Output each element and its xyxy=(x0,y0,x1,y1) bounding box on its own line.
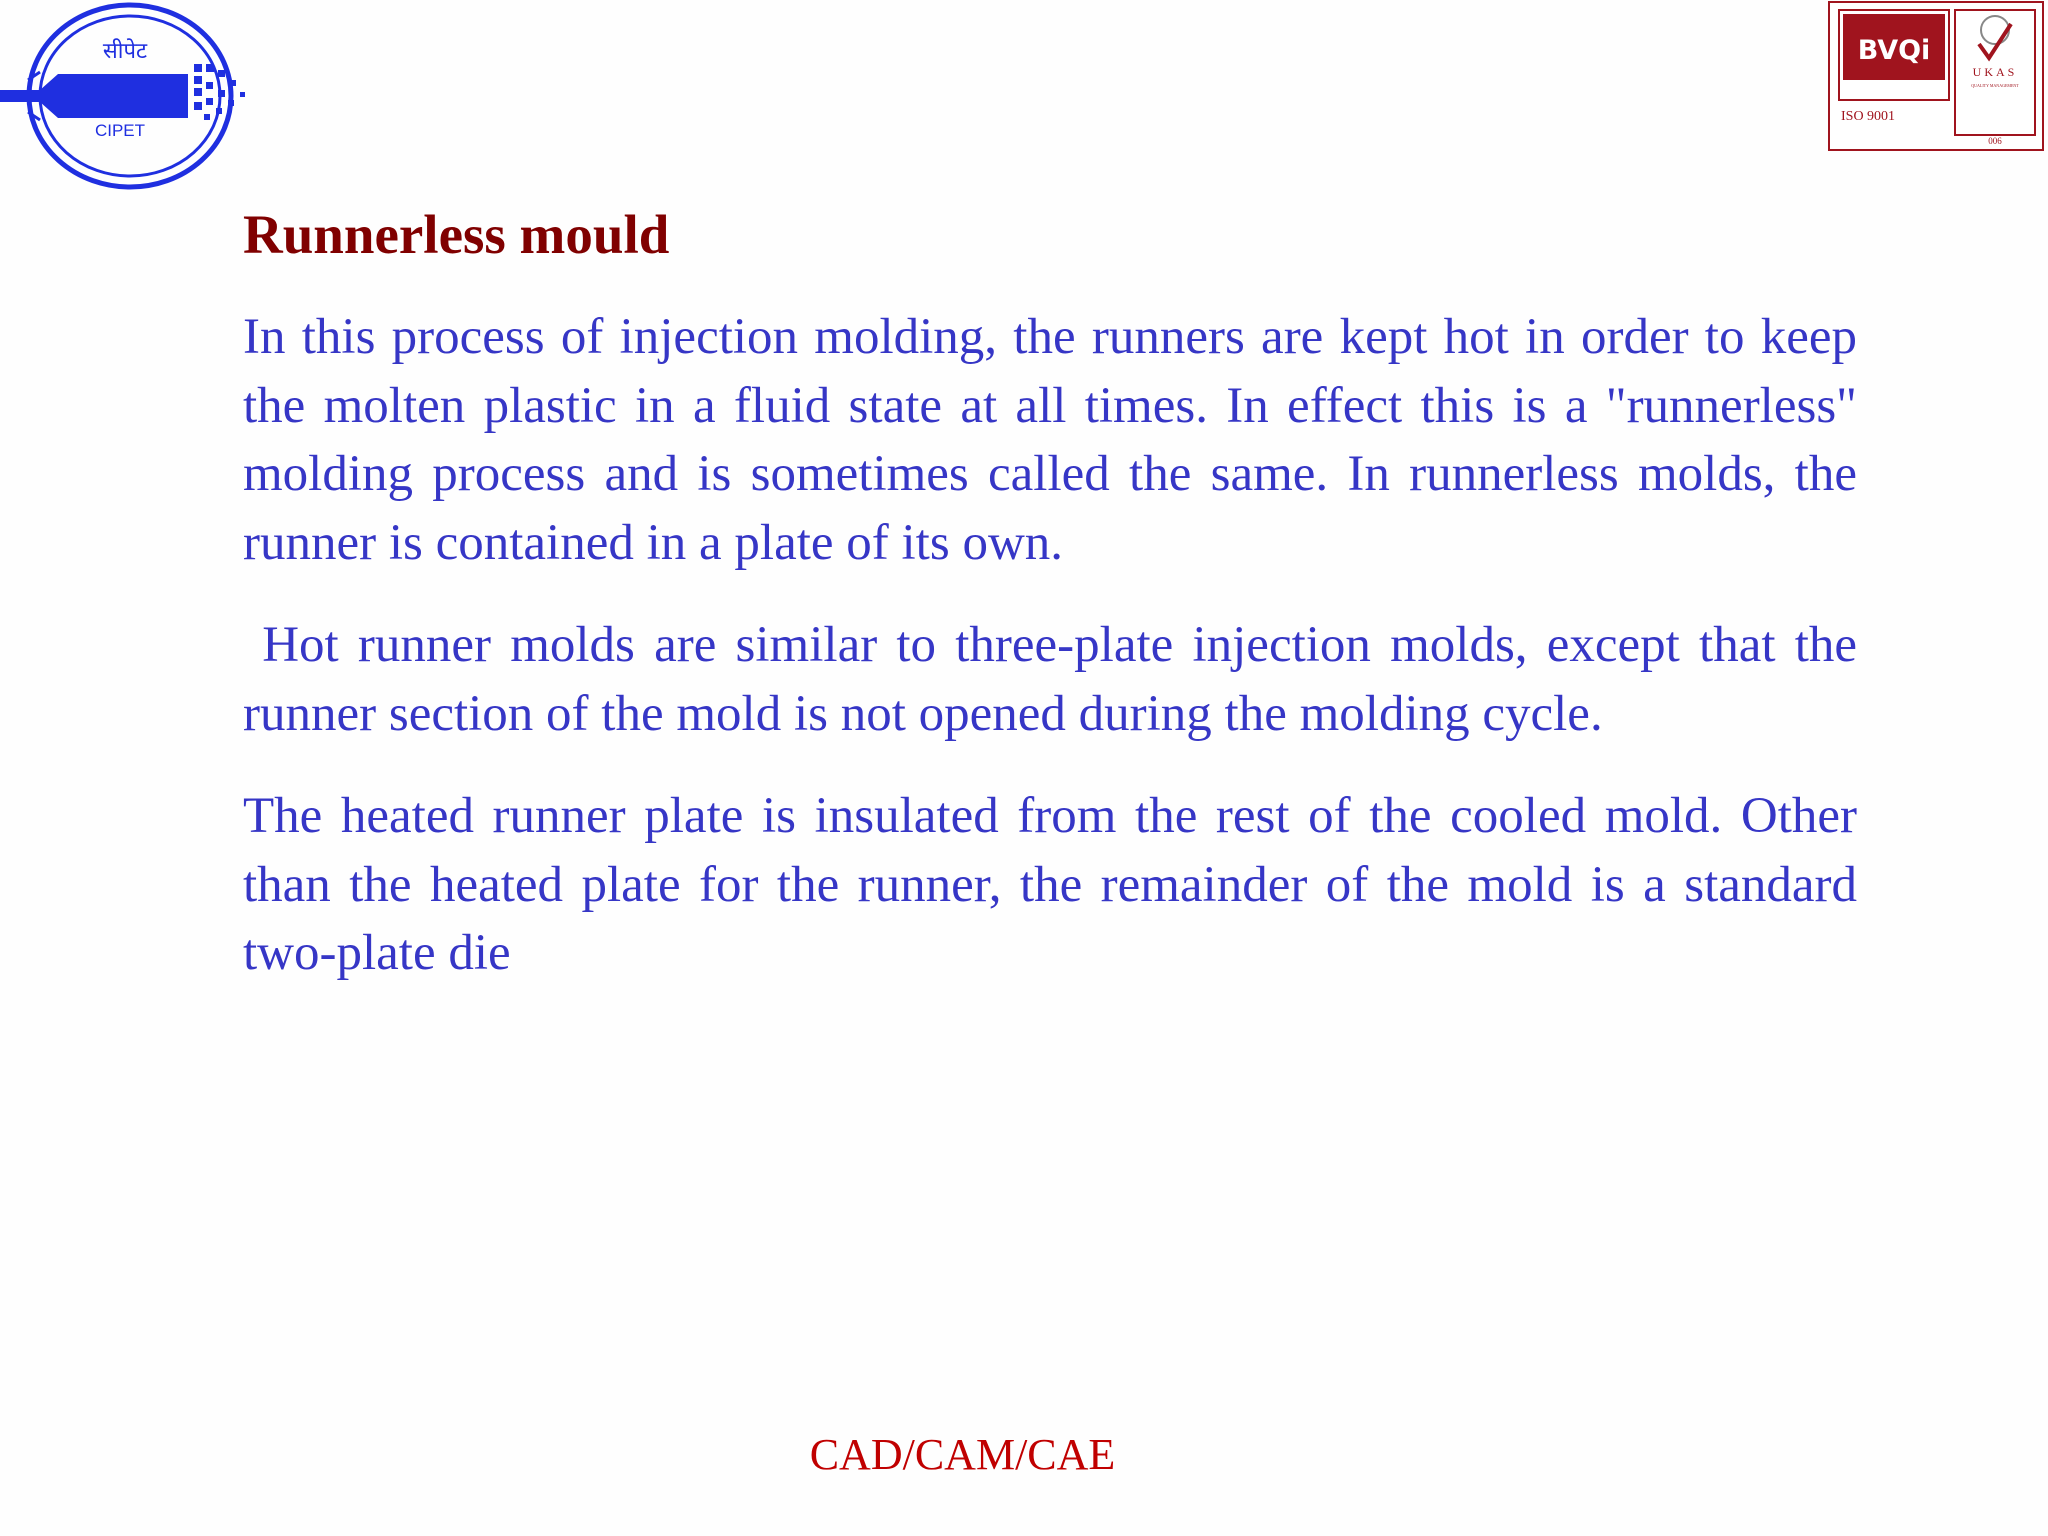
slide-body xyxy=(243,303,1870,1022)
paragraph-heated-plate: The heated runner plate is insulated from the rest of the cooled mold. Other than the heated plate for the runner, the remainder of the mold is a standard two-plate die xyxy=(243,788,1857,981)
paragraph-hot-runner: Hot runner molds are similar to three-plate injection molds, except that the runner section of the mold is not opened during the molding cycle. xyxy=(243,617,1870,742)
slide-footer: CAD/CAM/CAE xyxy=(809,1430,1116,1479)
slide-title: Runnerless mould xyxy=(243,204,670,265)
paragraph-runnerless-intro: In this process of injection molding, the runners are kept hot in order to keep the molten plastic in a fluid state at all times. In effect this is a "runnerless" molding process and is sometimes called the same. In runnerless molds, the runner is contained in a plate of its own. xyxy=(243,309,1857,571)
cipet-logo xyxy=(0,0,260,195)
logo-hindi-text: सीपेट xyxy=(102,39,148,64)
iso-standard: ISO 9001 xyxy=(1841,109,1896,124)
ukas-subtitle: QUALITY MANAGEMENT xyxy=(1971,83,2019,88)
logo-cipet-text: CIPET xyxy=(94,121,146,140)
certification-badge xyxy=(1827,0,2045,152)
cert-number: 006 xyxy=(1988,136,2002,146)
bvqi-brand: BVQi xyxy=(1857,35,1931,66)
ukas-text: UKAS xyxy=(1972,65,2018,79)
